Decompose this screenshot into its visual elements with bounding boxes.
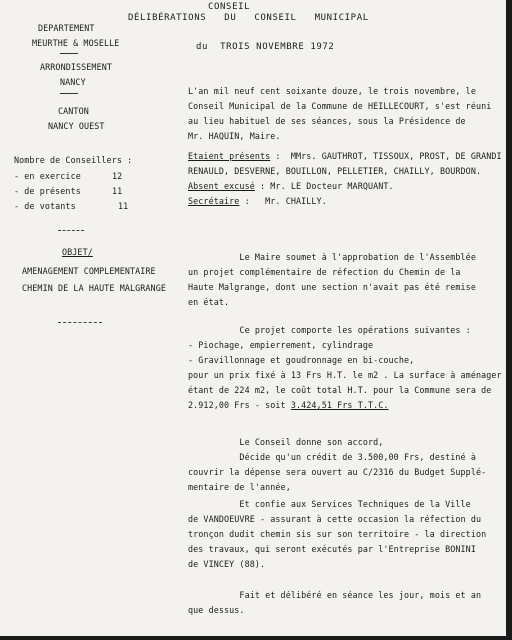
dept-name: MEURTHE & MOSELLE [32,38,120,48]
separator [60,93,78,94]
p3-line: Décide qu'un crédit de 3.500,00 Frs, destiné à [188,452,476,462]
p3-line: des travaux, qui seront exécutés par l'Entreprise BONINI [188,544,476,554]
intro-line-4: Mr. HAQUIN, Maire. [188,131,281,141]
objet-line-1: AMENAGEMENT COMPLEMENTAIRE [22,266,156,276]
intro-line-2: Conseil Municipal de la Commune de HEILLECOURT, s'est réuni [188,101,492,111]
count-value-exercice: 12 [112,171,123,181]
canton-name: NANCY OUEST [48,121,105,131]
absent-line [188,181,394,191]
p3-line: couvrir la dépense sera ouvert au C/2316 du Budget Supplé- [188,467,487,477]
cost-ht: 2.912,00 Frs - soit [188,400,291,410]
objet-label: OBJET/ [62,247,93,257]
header-title: DÉLIBÉRATIONS DU CONSEIL MUNICIPAL [128,13,369,23]
arr-name: NANCY [60,77,86,87]
cost-ttc: 3.424,51 Frs T.T.C. [290,400,389,410]
p2-line: Ce projet comporte les opérations suivantes : [188,325,471,335]
count-value-votants: 11 [118,201,129,211]
p1-line: Haute Malgrange, dont une section n'avait pas été remise [188,282,476,292]
presents-line-2: RENAULD, DESVERNE, BOUILLON, PELLETIER, CHAILLY, BOURDON. [188,166,482,176]
separator [58,322,102,325]
canton-label: CANTON [58,106,89,116]
p2-line: pour un prix fixé à 13 Frs H.T. le m2 . La surface à aménager [188,370,502,380]
count-label-exercice: - en exercice [14,171,81,181]
p3-line: de VANDOEUVRE - assurant à cette occasion la réfection du [188,514,482,524]
p3-line: mentaire de l'année, [188,482,291,492]
p3-line: Et confie aux Services Techniques de la Ville [188,499,471,509]
p1-line: en état. [188,297,230,307]
p2-total-line [188,400,389,410]
p1-line: un projet complémentaire de réfection du Chemin de la [188,267,461,277]
absent-label: Absent excusé [188,181,255,191]
objet-line-2: CHEMIN DE LA HAUTE MALGRANGE [22,283,166,293]
p2-line: étant de 224 m2, le coût total H.T. pour la Commune sera de [188,385,492,395]
separator [60,53,78,54]
count-value-presents: 11 [112,186,123,196]
p3-line: de VINCEY (88). [188,559,266,569]
p3-line: Le Conseil donne son accord, [188,437,384,447]
p2-line: - Piochage, empierrement, cylindrage [188,340,374,350]
absent-value: : Mr. LE Docteur MARQUANT. [254,181,394,191]
header-conseil: CONSEIL [208,2,251,12]
count-label-presents: - de présents [14,186,81,196]
arr-label: ARRONDISSEMENT [40,62,112,72]
presents-names-1: : MMrs. GAUTHROT, TISSOUX, PROST, DE GRANDI [270,151,502,161]
intro-line-3: au lieu habituel de ses séances, sous la Présidence de [188,116,466,126]
count-label-votants: - de votants [14,201,76,211]
presents-line-1 [188,151,502,161]
dept-label: DEPARTEMENT [38,23,95,33]
presents-label: Etaient présents [188,151,271,161]
counts-title: Nombre de Conseillers : [14,155,133,165]
secretaire-value: : Mr. CHAILLY. [239,196,327,206]
p3-line: tronçon dudit chemin sis sur son territoire - la direction [188,529,487,539]
meeting-date: du TROIS NOVEMBRE 1972 [196,42,335,52]
p4-line: Fait et délibéré en séance les jour, mois et an [188,590,482,600]
p4-line: que dessus. [188,605,245,615]
p1-line: Le Maire soumet à l'approbation de l'Assemblée [188,252,476,262]
separator [58,230,84,233]
p2-line: - Gravillonnage et goudronnage en bi-couche, [188,355,415,365]
intro-line-1: L'an mil neuf cent soixante douze, le trois novembre, le [188,86,476,96]
secretaire-label: Secrétaire [188,196,240,206]
secretaire-line [188,196,327,206]
